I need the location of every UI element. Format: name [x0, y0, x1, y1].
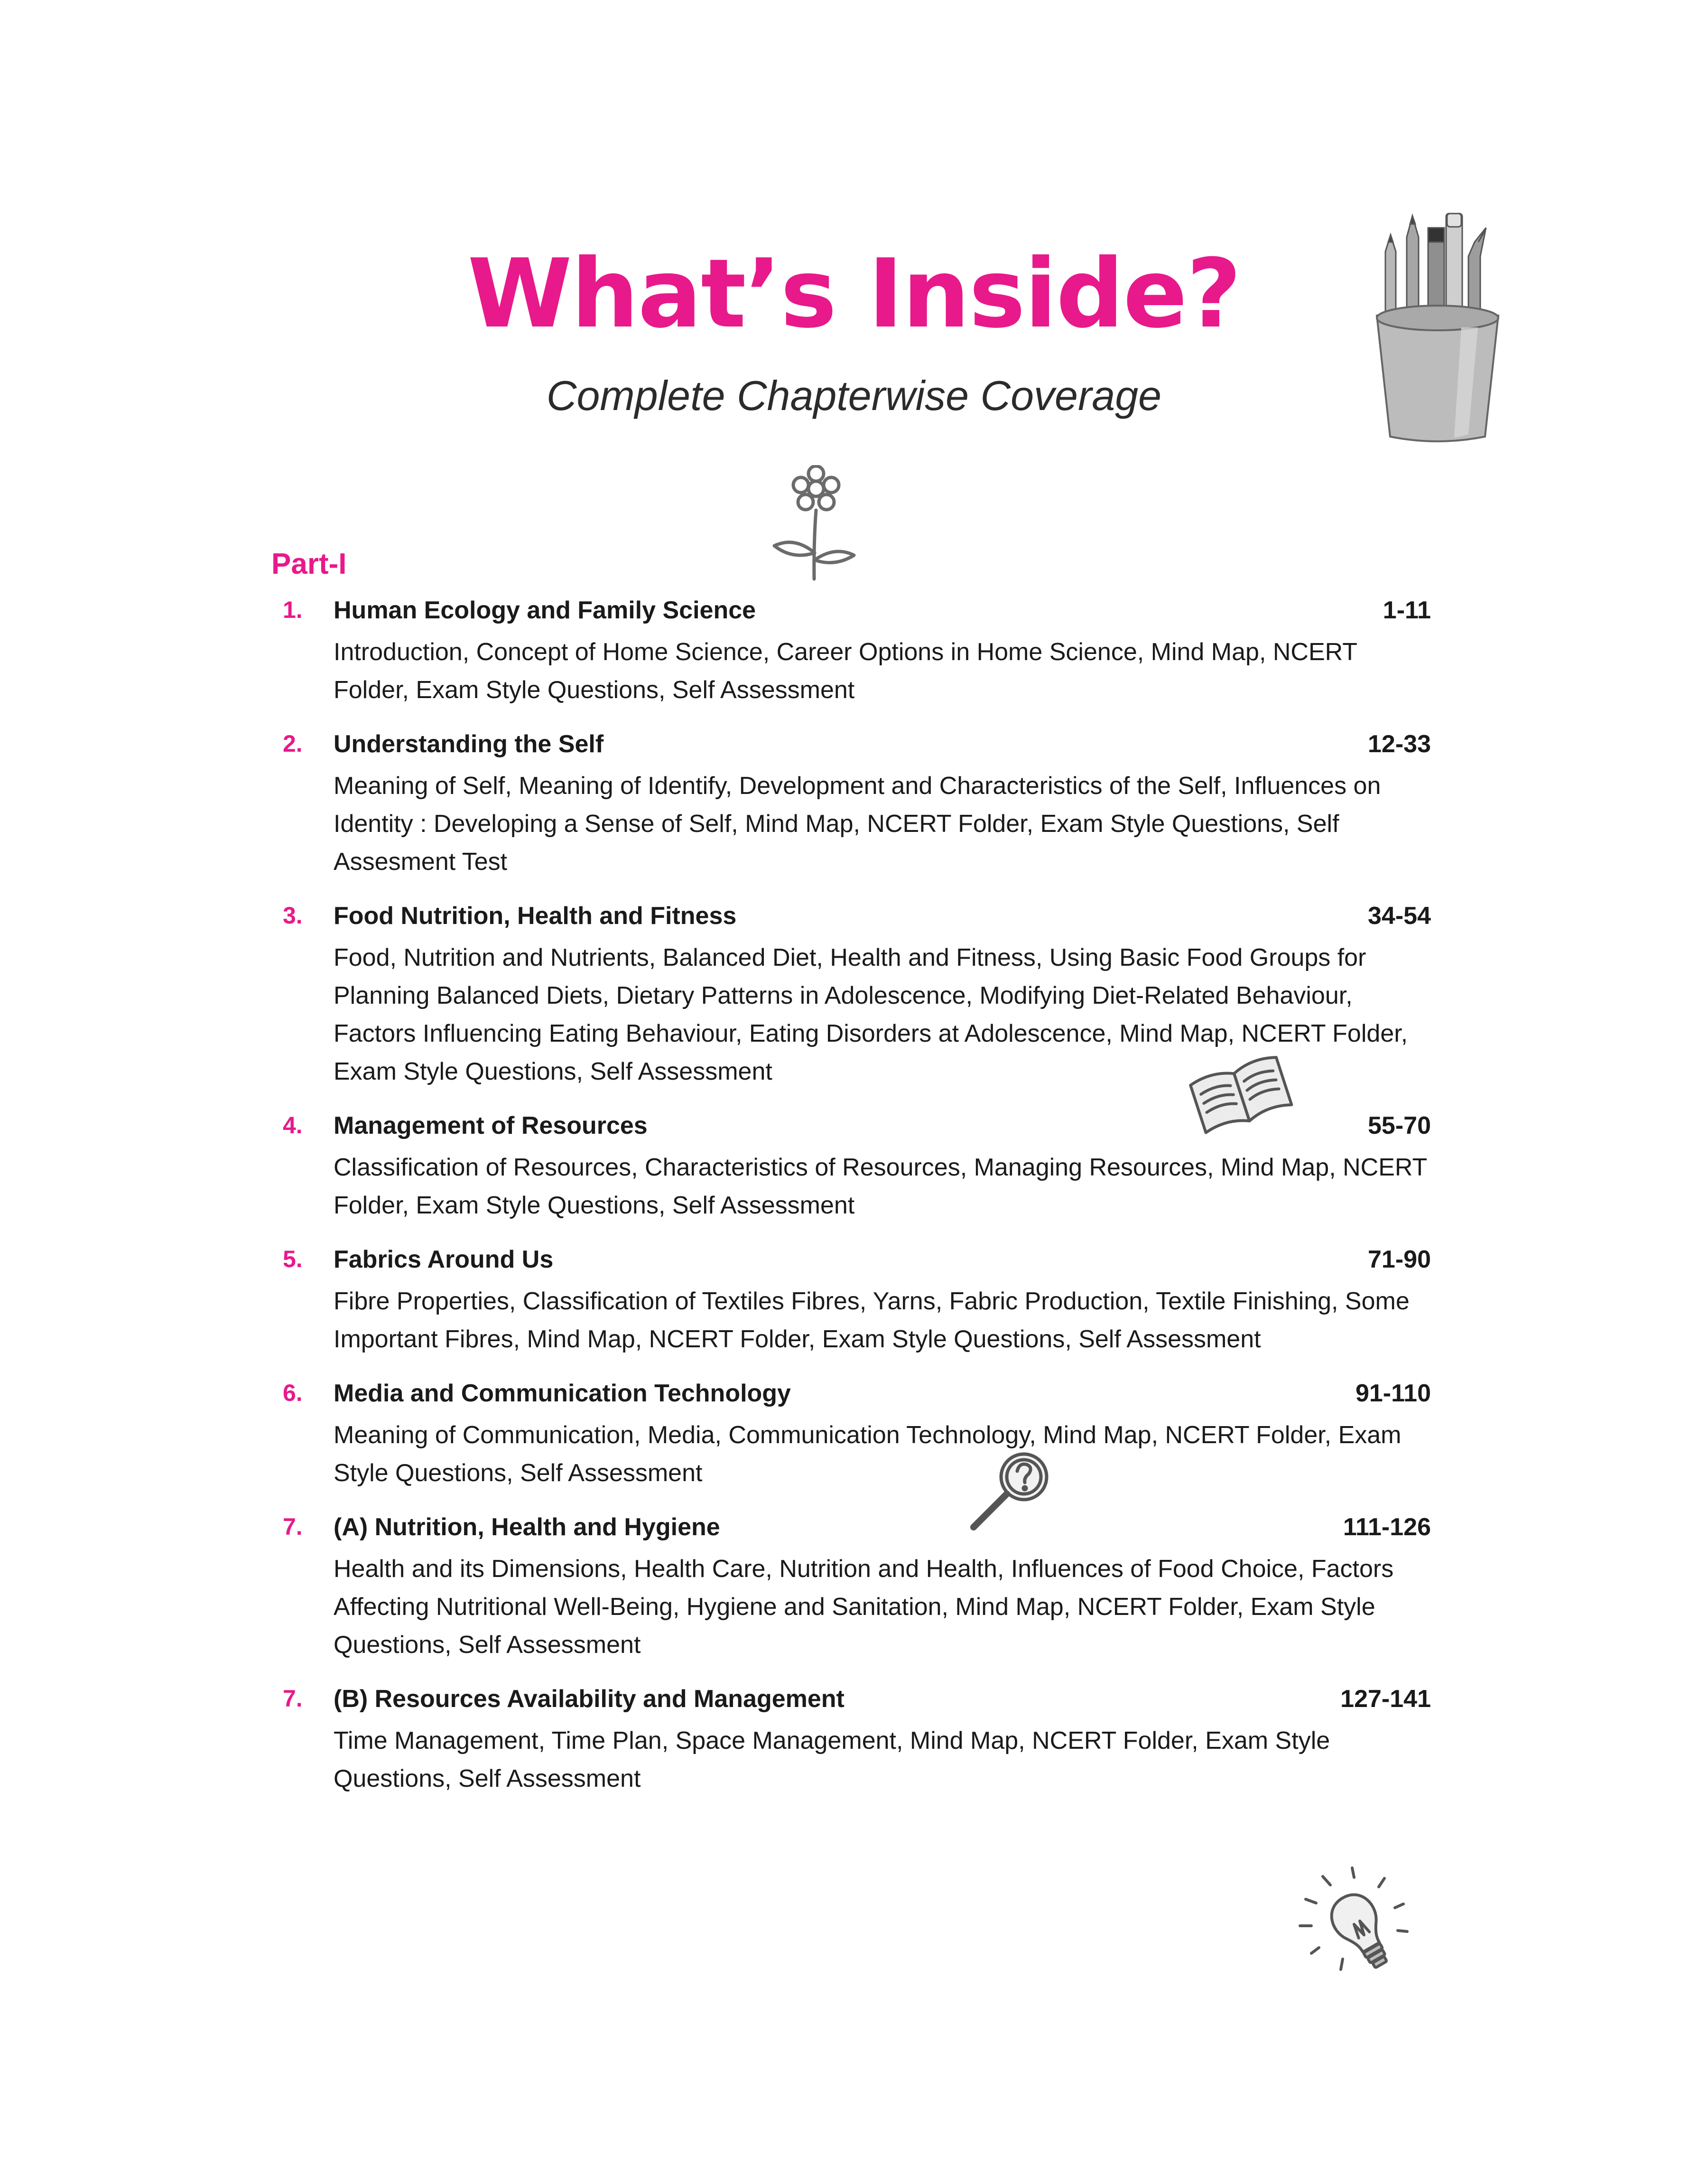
chapter-title: Understanding the Self — [334, 730, 604, 758]
chapter-title: Fabrics Around Us — [334, 1246, 554, 1273]
chapter-title: Media and Communication Technology — [334, 1380, 791, 1407]
chapter-number: 6. — [283, 1380, 303, 1406]
chapter-pages: 111-126 — [1343, 1513, 1431, 1541]
chapter-description: Time Management, Time Plan, Space Management, Mind Map, NCERT Folder, Exam Style Questions, Self Assessment — [334, 1727, 1330, 1792]
chapter-title: Management of Resources — [334, 1112, 648, 1139]
chapter-entry — [0, 900, 1708, 1091]
chapter-title: Food Nutrition, Health and Fitness — [334, 902, 737, 930]
chapter-pages: 34-54 — [1368, 902, 1431, 930]
page-title: What’s Inside? — [467, 239, 1241, 349]
chapter-description: Food, Nutrition and Nutrients, Balanced Diet, Health and Fitness, Using Basic Food Groups for Planning Balanced Diets, Dietary Patterns in Adolescence, Modifying Diet-Related Behaviour, Factors Influencing Eating Behaviour, Eating Disorders at Adolescence, Mind Map, NCERT Folder, Exam Style Questions, Self Assessment — [334, 944, 1408, 1085]
light-bulb-icon — [1295, 1865, 1419, 1988]
chapter-number: 5. — [283, 1246, 303, 1272]
chapter-pages: 1-11 — [1383, 597, 1431, 624]
chapter-description: Classification of Resources, Characteristics of Resources, Managing Resources, Mind Map, NCERT Folder, Exam Style Questions, Self Assessment — [334, 1154, 1427, 1219]
chapter-description: Meaning of Self, Meaning of Identify, Development and Characteristics of the Self, Influences on Identity : Developing a Sense of Self, Mind Map, NCERT Folder, Exam Style Questions, Self Assesment Test — [334, 772, 1381, 876]
page-subtitle: Complete Chapterwise Coverage — [546, 372, 1162, 419]
chapter-number: 4. — [283, 1112, 303, 1138]
open-book-icon — [1186, 1054, 1295, 1134]
chapter-description: Fibre Properties, Classification of Textiles Fibres, Yarns, Fabric Production, Textile Finishing, Some Important Fibres, Mind Map, NCERT Folder, Exam Style Questions, Self Assessment — [334, 1287, 1410, 1353]
chapter-list — [0, 594, 1708, 1817]
pencil-cup-icon — [1366, 199, 1518, 446]
chapter-entry — [0, 1683, 1708, 1798]
chapter-number: 3. — [283, 902, 303, 929]
chapter-title: Human Ecology and Family Science — [334, 597, 756, 624]
chapter-description: Meaning of Communication, Media, Communication Technology, Mind Map, NCERT Folder, Exam Style Questions, Self Assessment — [334, 1421, 1402, 1487]
chapter-number: 2. — [283, 730, 303, 757]
chapter-title: (A) Nutrition, Health and Hygiene — [334, 1513, 720, 1541]
chapter-pages: 127-141 — [1340, 1685, 1431, 1713]
chapter-description: Introduction, Concept of Home Science, Career Options in Home Science, Mind Map, NCERT Folder, Exam Style Questions, Self Assessment — [334, 638, 1357, 704]
chapter-pages: 55-70 — [1368, 1112, 1431, 1139]
chapter-entry — [0, 594, 1708, 709]
chapter-number: 7. — [283, 1685, 303, 1712]
flower-icon — [769, 465, 859, 584]
chapter-title: (B) Resources Availability and Management — [334, 1685, 845, 1713]
chapter-entry — [0, 1243, 1708, 1358]
chapter-pages: 12-33 — [1368, 730, 1431, 758]
chapter-pages: 71-90 — [1368, 1246, 1431, 1273]
chapter-entry — [0, 728, 1708, 881]
chapter-pages: 91-110 — [1355, 1380, 1431, 1407]
magnifier-question-icon — [963, 1447, 1058, 1538]
chapter-number: 7. — [283, 1513, 303, 1540]
chapter-description: Health and its Dimensions, Health Care, Nutrition and Health, Influences of Food Choice, Factors Affecting Nutritional Well-Being, Hygiene and Sanitation, Mind Map, NCERT Folder, Exam Style Questions, Self Assessment — [334, 1555, 1394, 1659]
chapter-entry — [0, 1110, 1708, 1224]
chapter-entry — [0, 1511, 1708, 1664]
chapter-number: 1. — [283, 597, 303, 623]
chapter-entry — [0, 1377, 1708, 1492]
part-label: Part-I — [271, 548, 347, 580]
